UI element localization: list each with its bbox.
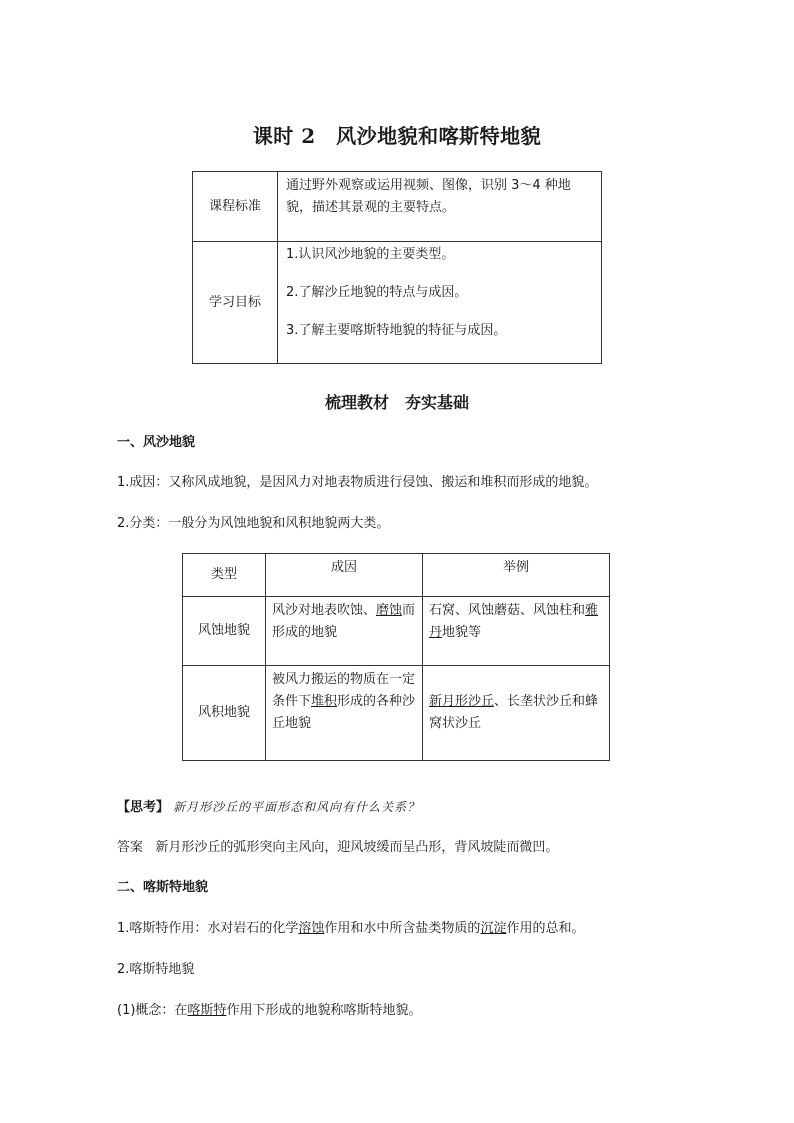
column-header-example: 举例 — [423, 554, 610, 597]
karst-landform-subheading: 2.喀斯特地貌 — [117, 962, 195, 977]
think-question — [117, 797, 420, 818]
cell-cause: 风沙对地表吹蚀、磨蚀而形成的地貌 — [266, 597, 423, 666]
underlined-answer: 堆积 — [311, 694, 338, 709]
section-heading: 梳理教材 夯实基础 — [324, 393, 469, 412]
table-row — [183, 597, 610, 666]
think-label: 【思考】 — [117, 800, 170, 815]
cell-example: 新月形沙丘、长垄状沙丘和蜂窝状沙丘 — [423, 666, 610, 761]
think-question-text: 新月形沙丘的平面形态和风向有什么关系？ — [173, 800, 421, 814]
standards-row — [193, 172, 602, 242]
wind-landform-classification: 2.分类：一般分为风蚀地貌和风积地貌两大类。 — [117, 516, 390, 531]
cell-type: 风蚀地貌 — [183, 597, 266, 666]
column-header-cause: 成因 — [266, 554, 423, 597]
goals-list — [278, 242, 602, 364]
landform-type-table — [182, 553, 610, 761]
underlined-answer: 喀斯特 — [187, 1003, 227, 1018]
wind-landform-cause: 1.成因：又称风成地貌，是因风力对地表物质进行侵蚀、搬运和堆积而形成的地貌。 — [117, 475, 598, 490]
cell-cause: 被风力搬运的物质在一定条件下堆积形成的各种沙丘地貌 — [266, 666, 423, 761]
underlined-answer: 溶蚀 — [298, 921, 325, 936]
underlined-answer: 磨蚀 — [376, 603, 403, 618]
answer-text: 新月形沙丘的弧形突向主风向，迎风坡缓而呈凸形，背风坡陡而微凹。 — [155, 840, 559, 855]
page-title: 课时 2 风沙地貌和喀斯特地貌 — [252, 124, 542, 148]
karst-heading: 二、喀斯特地貌 — [117, 880, 209, 895]
think-answer — [117, 838, 558, 858]
table-header-row — [183, 554, 610, 597]
wind-landform-heading: 一、风沙地貌 — [117, 435, 196, 450]
standards-header: 课程标准 — [193, 172, 278, 242]
answer-label: 答案 — [117, 840, 144, 855]
karst-concept: (1)概念：在喀斯特作用下形成的地貌称喀斯特地貌。 — [117, 1003, 422, 1018]
cell-type: 风积地貌 — [183, 666, 266, 761]
course-standards-table — [192, 171, 602, 364]
goal-item: 3.了解主要喀斯特地貌的特征与成因。 — [286, 323, 507, 338]
goal-item: 1.认识风沙地貌的主要类型。 — [286, 247, 455, 262]
underlined-answer: 雅丹 — [429, 603, 599, 640]
column-header-type: 类型 — [183, 554, 266, 597]
standards-text: 通过野外观察或运用视频、图像，识别 3～4 种地貌，描述其景观的主要特点。 — [278, 172, 602, 242]
goals-header: 学习目标 — [193, 242, 278, 364]
cell-example: 石窝、风蚀蘑菇、风蚀柱和雅丹地貌等 — [423, 597, 610, 666]
goals-row — [193, 242, 602, 364]
underlined-answer: 新月形沙丘 — [429, 694, 495, 709]
table-row — [183, 666, 610, 761]
underlined-answer: 沉淀 — [480, 921, 507, 936]
karst-action: 1.喀斯特作用：水对岩石的化学溶蚀作用和水中所含盐类物质的沉淀作用的总和。 — [117, 921, 585, 936]
goal-item: 2.了解沙丘地貌的特点与成因。 — [286, 285, 468, 300]
